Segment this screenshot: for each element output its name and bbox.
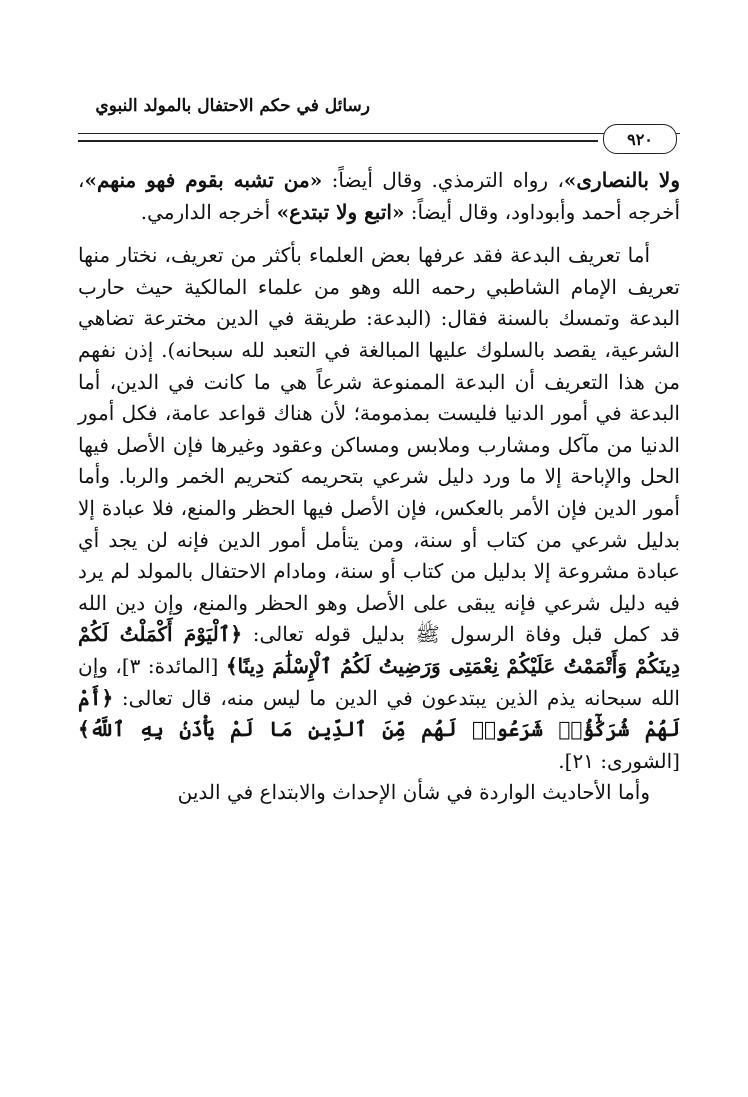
verse-reference-1: [المائدة: ٣]، وإن الله سبحانه يذم الذين يبتدعون في الدين ما ليس منه، قال تعالى: — [78, 653, 680, 710]
paragraph-1-lead: ولا بالنصارى» — [563, 168, 680, 192]
header-rule-thin — [78, 133, 680, 134]
page-number: ٩٢٠ — [603, 124, 677, 154]
hadith-quote-1: «من تشبه بقوم فهو منهم» — [84, 168, 323, 192]
paragraph-3: وأما الأحاديث الواردة في شأن الإحداث والابتداع في الدين — [177, 780, 650, 805]
paragraph-2 — [78, 240, 680, 777]
header-rule-thick — [78, 140, 598, 142]
quran-verse-1: ﴿ٱلْيَوْمَ أَكْمَلْتُ لَكُمْ دِينَكُمْ وَأَتْمَمْتُ عَلَيْكُمْ نِعْمَتِى وَرَضِيتُ لَكُمُ ٱلْإِسْلَٰمَ دِينًا﴾ — [78, 622, 680, 678]
body-text — [78, 165, 680, 809]
paragraph-2-text: أما تعريف البدعة فقد عرفها بعض العلماء بأكثر من تعريف، نختار منها تعريف الإمام الشاطبي رحمه الله وهو من علماء المالكية حيث حارب البدعة وتمسك بالسنة فقال: (البدعة: طريقة في الدين مخترعة تضاهي الشرعية، يقصد بالسلوك عليها المبالغة في التعبد لله سبحانه). إذن نفهم من هذا التعريف أن البدعة الممنوعة شرعاً هي ما كانت في الدين، أما البدعة في أمور الدنيا فليست بمذمومة؛ لأن هناك قواعد عامة، فكل أمور الدنيا من مآكل ومشارب وملابس ومساكن وعقود وغيرها فإن الأصل فيها الحل والإباحة إلا ما ورد دليل شرعي بتحريمه كتحريم الخمر والربا. وأما أمور الدين فإن الأمر بالعكس، فإن الأصل فيها الحظر والمنع، فلا عبادة إلا بدليل شرعي من كتاب أو سنة، ومن يتأمل أمور الدين فإنه لن يجد أي عبادة مشروعة إلا بدليل من كتاب أو سنة، ومادام الاحتفال بالمولد لم يرد فيه دليل شرعي فإنه يبقى على الأصل وهو الحظر والمنع، وإن دين الله قد كمل قبل وفاة الرسول ﷺ بدليل قوله تعالى: — [78, 243, 681, 647]
paragraph-1-text-3: أخرجه الدارمي. — [140, 199, 277, 224]
paragraph-1-text-1: ، رواه الترمذي. وقال أيضاً: — [322, 168, 564, 192]
hadith-quote-2: «اتبع ولا تبتدع» — [276, 199, 405, 224]
quran-verse-2: ﴿أَمْ لَهُمْ شُرَكَٰٓؤُا۟ شَرَعُوا۟ لَهُم مِّنَ ٱلدِّينِ مَا لَمْ يَأْذَنۢ بِهِ ٱللَّهُ﴾ — [78, 685, 680, 742]
verse-reference-2: [الشورى: ٢١]. — [558, 748, 680, 773]
running-title: رسائل في حكم الاحتفال بالمولد النبوي — [95, 96, 370, 116]
paragraph-1-text-2: ، أخرجه أحمد وأبوداود، وقال أيضاً: — [78, 168, 680, 224]
paragraph-1 — [78, 165, 680, 228]
